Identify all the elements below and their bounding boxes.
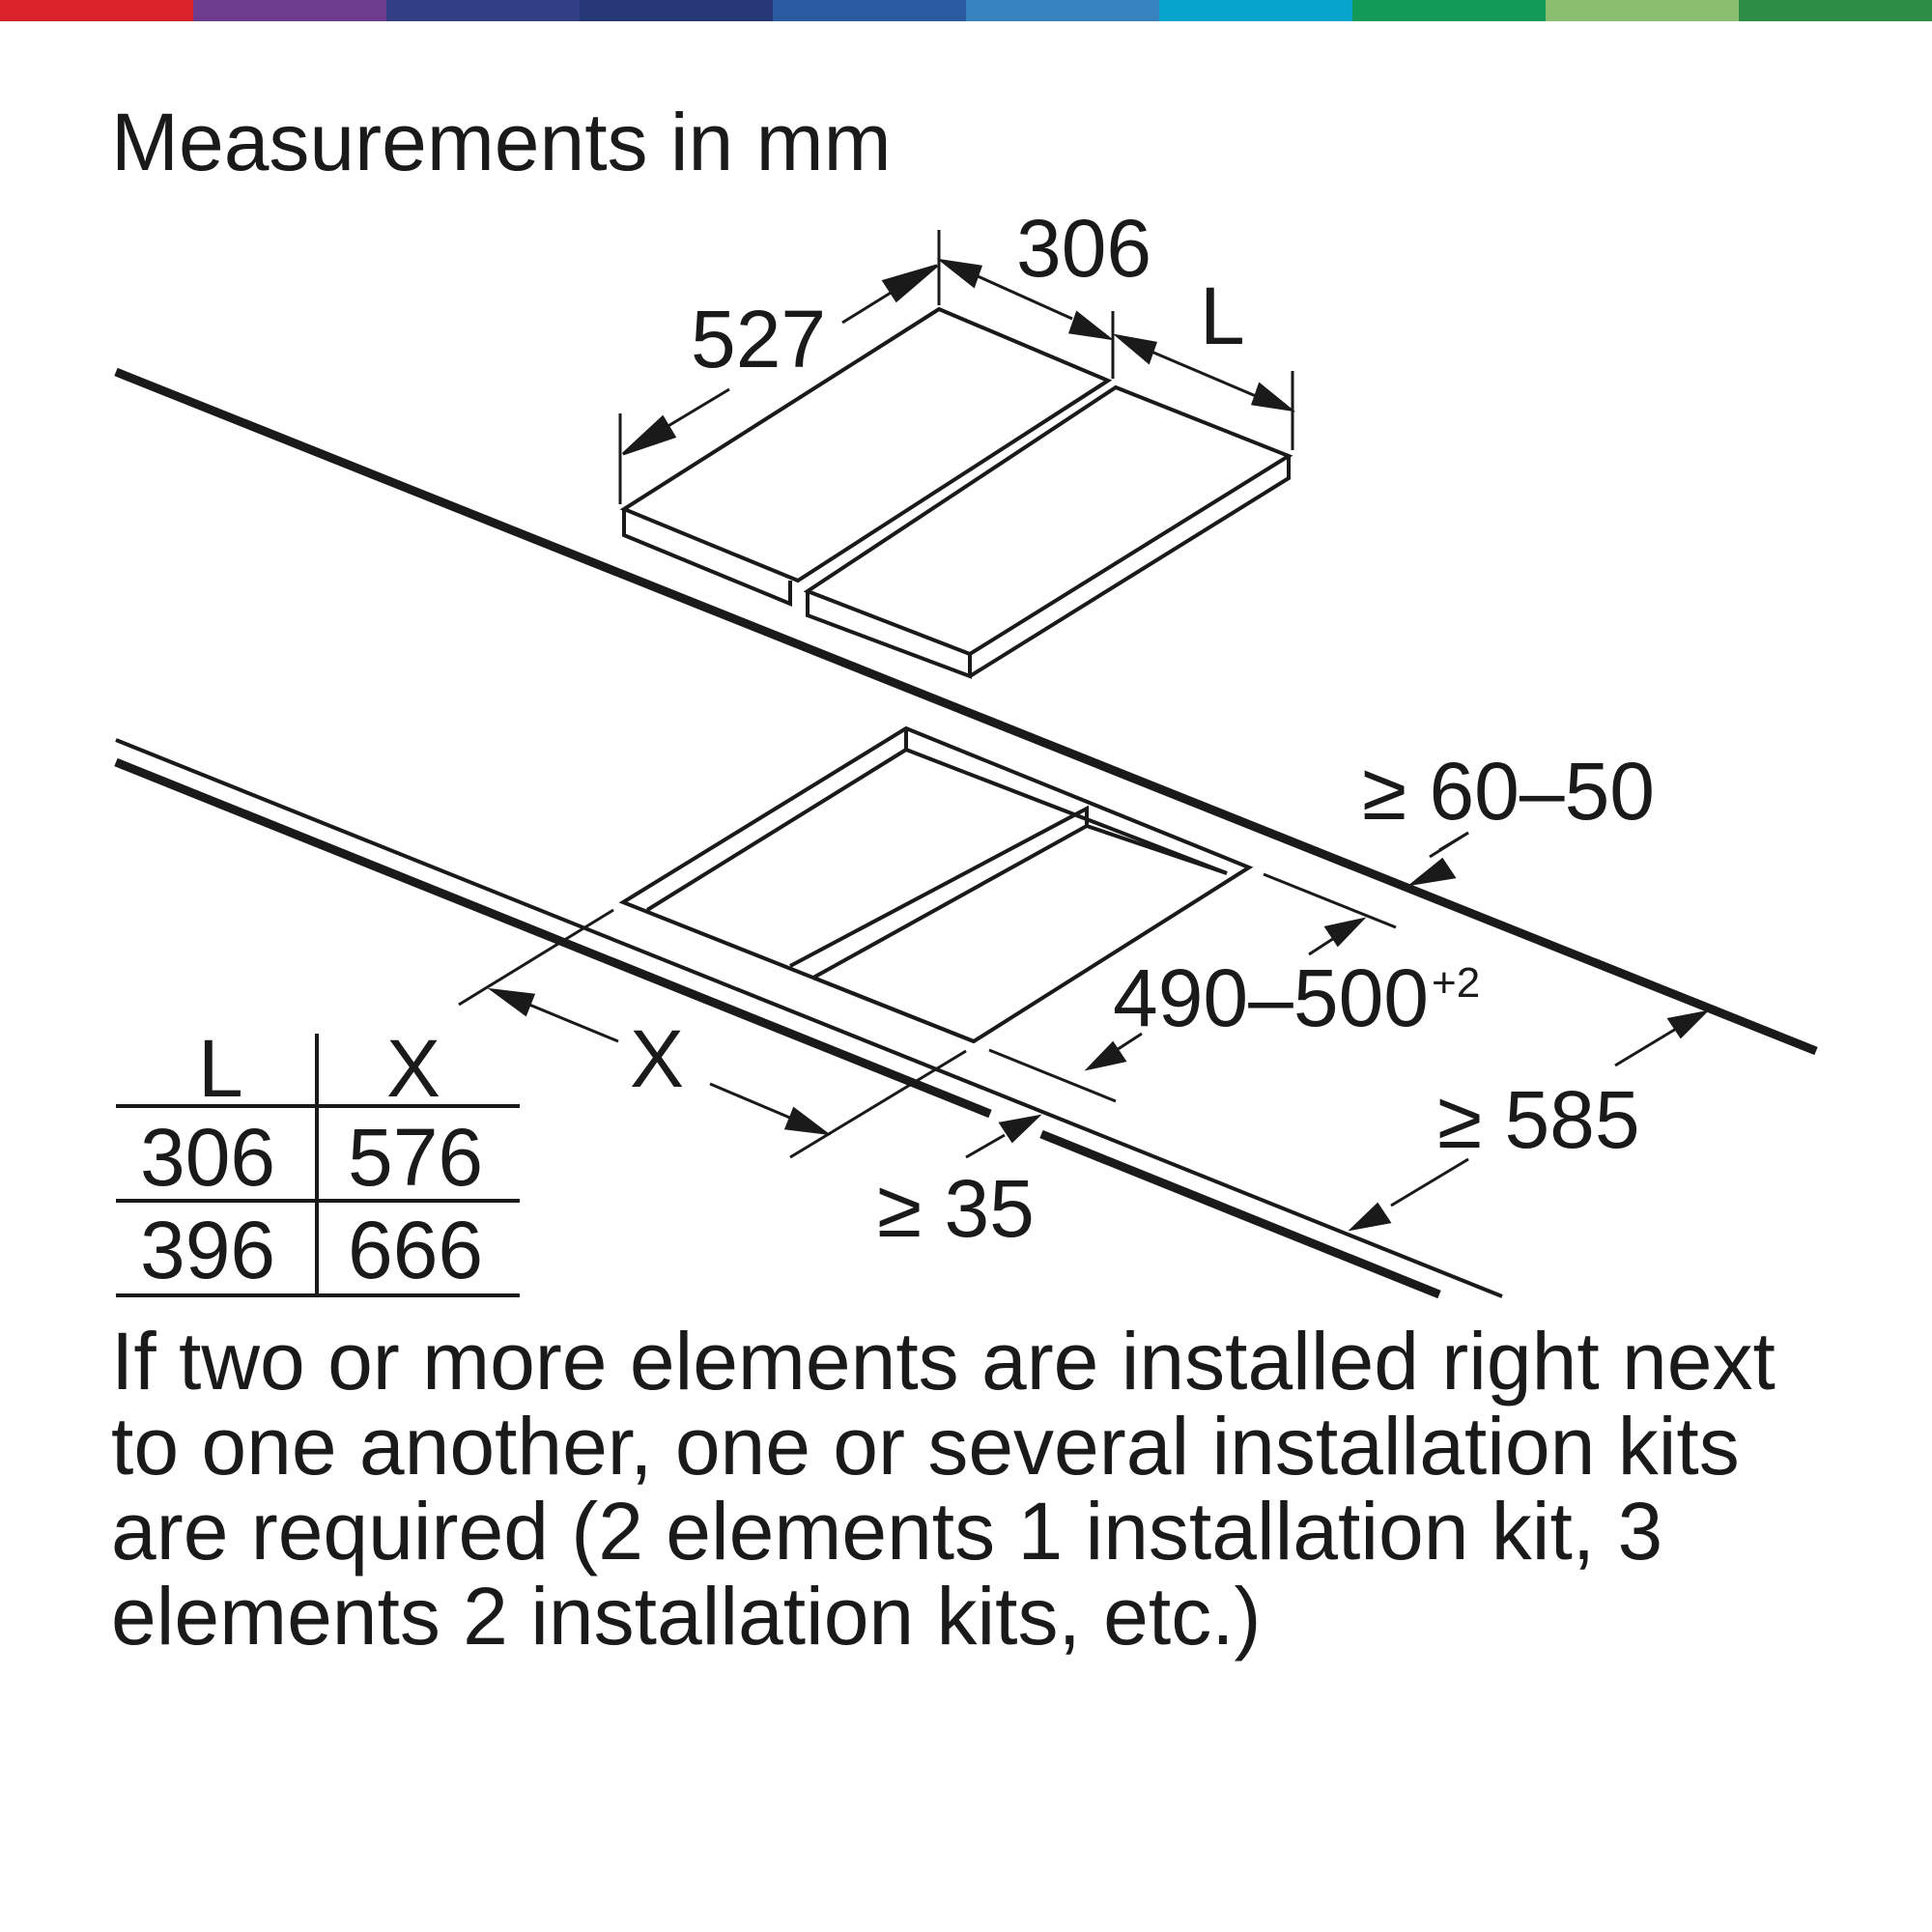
dim-label-wall-distance: ≥ 60–50	[1362, 746, 1656, 837]
dimension-front-distance	[877, 1117, 1037, 1254]
dimension-cutout-width	[459, 910, 966, 1157]
table-header-X: X	[386, 1023, 441, 1114]
table-cell: 306	[140, 1112, 276, 1203]
page-title: Measurements in mm	[111, 97, 892, 187]
dimension-wall-distance	[1362, 746, 1655, 884]
table-cell: 666	[348, 1205, 484, 1295]
dim-label-cutout-tolerance: +2	[1432, 959, 1481, 1007]
table-cell: 576	[348, 1112, 484, 1203]
installation-note: If two or more elements are installed right next to one another, one or several installation kits are required (2 elements 1 installation kit, 3 elements 2 installation kits, etc.)	[111, 1316, 1776, 1662]
dim-label-front-distance: ≥ 35	[877, 1163, 1035, 1254]
dim-label-width-first: 306	[1016, 203, 1152, 294]
dimension-worktop-depth	[1352, 1012, 1705, 1229]
dim-label-depth: 527	[691, 294, 827, 384]
size-table	[116, 1023, 520, 1295]
table-cell: 396	[140, 1205, 276, 1295]
worktop-front-edge-lower	[116, 762, 990, 1114]
dim-label-cutout-width: X	[630, 1013, 685, 1104]
dimension-cutout-depth	[989, 874, 1480, 1101]
dim-label-worktop-depth: ≥ 585	[1437, 1074, 1640, 1165]
dim-label-cutout-depth: 490–500	[1113, 952, 1430, 1043]
table-header-L: L	[198, 1023, 243, 1114]
dim-label-width-second: L	[1200, 270, 1245, 361]
